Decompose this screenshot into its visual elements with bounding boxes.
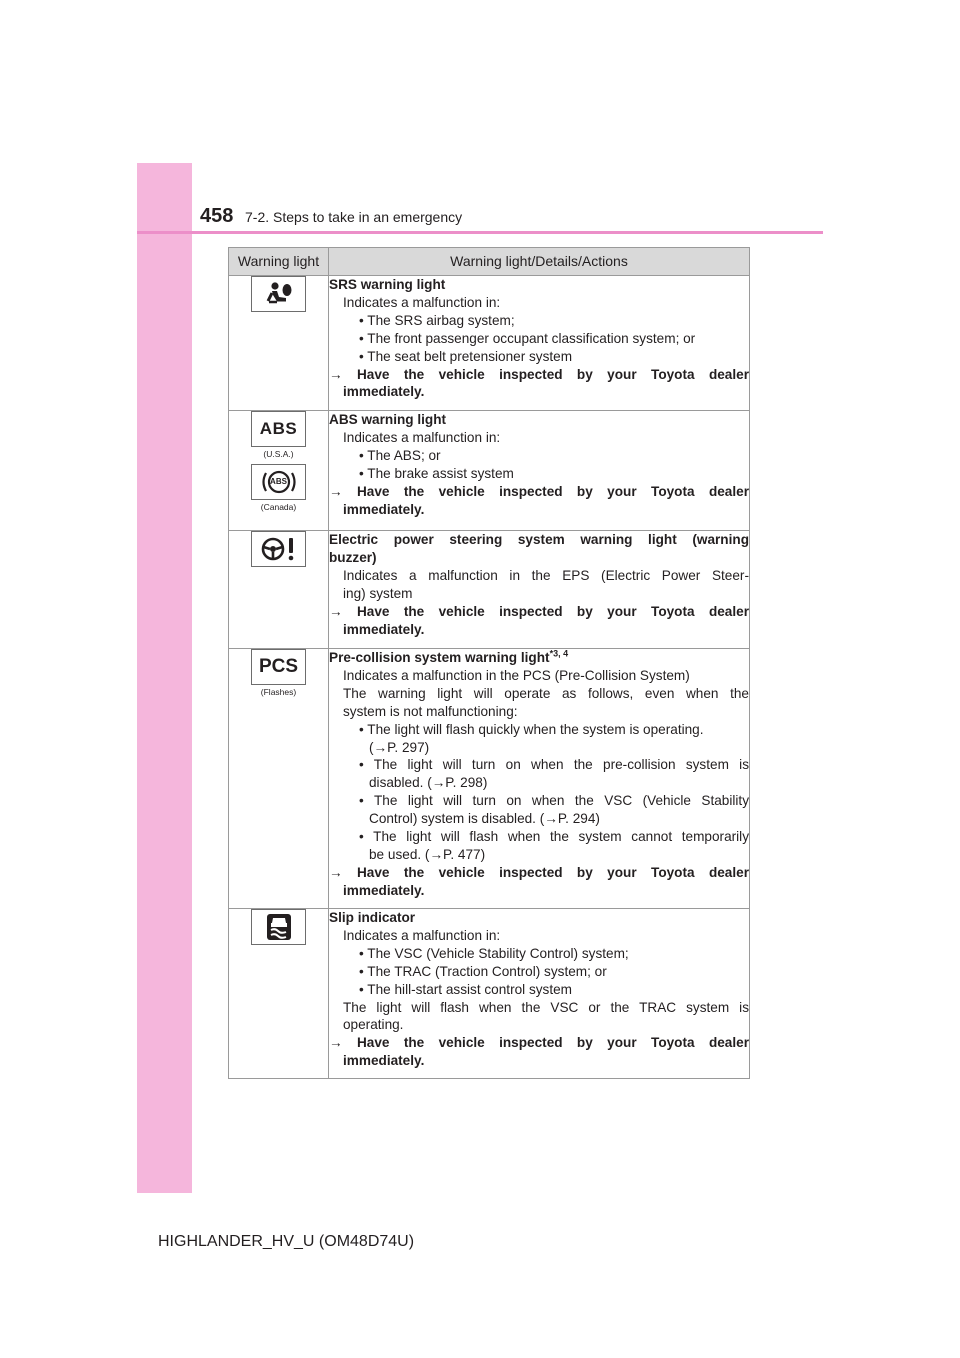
warning-light-table	[228, 247, 750, 1079]
table-header-row	[229, 248, 750, 276]
list-item: • The TRAC (Traction Control) system; or	[359, 963, 607, 979]
col-header-warning-light: Warning light	[229, 248, 329, 276]
row-title: ABS warning light	[329, 412, 447, 427]
action-text: → Have the vehicle inspected by your Toyota dealer	[329, 1035, 749, 1051]
list-item: • The light will flash when the system cannot temporarily	[359, 829, 749, 845]
list-item: • The light will turn on when the pre-collision system is	[359, 757, 749, 773]
table-row-eps: Electric power steering system warning light (warning buzzer) Indicates a malfunction in the EPS (Electric Power Steer- ing) system → Have the vehicle inspected by your Toyota dealer immediately.	[229, 531, 750, 649]
action-text: → Have the vehicle inspected by your Toyota dealer	[329, 603, 749, 619]
header-rule	[137, 231, 823, 234]
col-header-details: Warning light/Details/Actions	[329, 248, 750, 276]
caption-flashes: (Flashes)	[260, 687, 297, 697]
row-title: Pre-collision system warning light$^{*3, 4}$	[329, 648, 569, 665]
table-row-abs: ABS (U.S.A.) ABS (Canada) ABS warning light Indicates a malfunction in: • The ABS; or • The brake assist system → Have the vehicle inspected by your Toyota dealer immediately.	[229, 411, 750, 531]
list-item: • The VSC (Vehicle Stability Control) system;	[359, 945, 629, 961]
table-row-srs: SRS warning light Indicates a malfunction in: • The SRS airbag system; • The front passenger occupant classification system; or • The seat belt pretensioner system → Have the vehicle inspected by your Toyota dealer immediately.	[229, 276, 750, 411]
list-item: • The SRS airbag system;	[359, 312, 515, 328]
list-item: • The brake assist system	[359, 465, 514, 481]
list-item: • The light will turn on when the VSC (Vehicle Stability	[359, 793, 749, 809]
list-item: • The hill-start assist control system	[359, 981, 573, 997]
table-row-slip: Slip indicator Indicates a malfunction in: • The VSC (Vehicle Stability Control) system; • The TRAC (Traction Control) system; or • The hill-start assist control system The light will flash when the VSC or the TRAC system is operating. → Have the vehicle inspected by your Toyota dealer immediately.	[229, 909, 750, 1079]
row-title: Slip indicator	[329, 910, 416, 925]
side-tab	[137, 163, 192, 1193]
section-title: 7-2. Steps to take in an emergency	[245, 209, 463, 225]
slip-indicator-icon	[251, 909, 306, 945]
caption-canada: (Canada)	[260, 502, 297, 512]
row-title: Electric power steering system warning light (warning	[329, 532, 749, 547]
page-number: 458	[200, 205, 234, 227]
row-title: SRS warning light	[329, 277, 446, 292]
list-item: • The ABS; or	[359, 447, 441, 463]
action-text: → Have the vehicle inspected by your Toyota dealer	[329, 366, 749, 382]
action-text: → Have the vehicle inspected by your Toyota dealer	[329, 864, 749, 880]
footer-model-code: HIGHLANDER_HV_U (OM48D74U)	[158, 1233, 415, 1250]
caption-usa: (U.S.A.)	[263, 449, 294, 459]
abs-usa-icon: ABS	[251, 411, 306, 447]
abs-canada-icon: ABS	[251, 464, 306, 500]
srs-airbag-icon	[251, 276, 306, 312]
steering-warning-icon	[251, 531, 306, 567]
table-row-pcs: PCS (Flashes) Pre-collision system warning light$^{*3, 4}$ Indicates a malfunction in the PCS (Pre-Collision System) The warning light will operate as follows, even when the system is not malfunctioning: • The light will flash quickly when the system is operating. (→P. 297) • The light will turn on when the pre-collision system is disabled. (→P. 298) • The light will turn on when the VSC (Vehicle Stability Control) system is disabled. (→P. 294) • The light will flash when the system cannot temporarily be used. (→P. 477) → Have the vehicle inspected by your Toyota dealer immediately.	[229, 649, 750, 909]
list-item: • The front passenger occupant classification system; or	[359, 330, 696, 346]
pcs-icon: PCS	[251, 649, 306, 685]
list-item: • The light will flash quickly when the system is operating.	[359, 721, 704, 737]
action-text: → Have the vehicle inspected by your Toyota dealer	[329, 483, 749, 499]
footnote-ref: *3, 4	[549, 648, 569, 659]
list-item: • The seat belt pretensioner system	[359, 348, 573, 364]
